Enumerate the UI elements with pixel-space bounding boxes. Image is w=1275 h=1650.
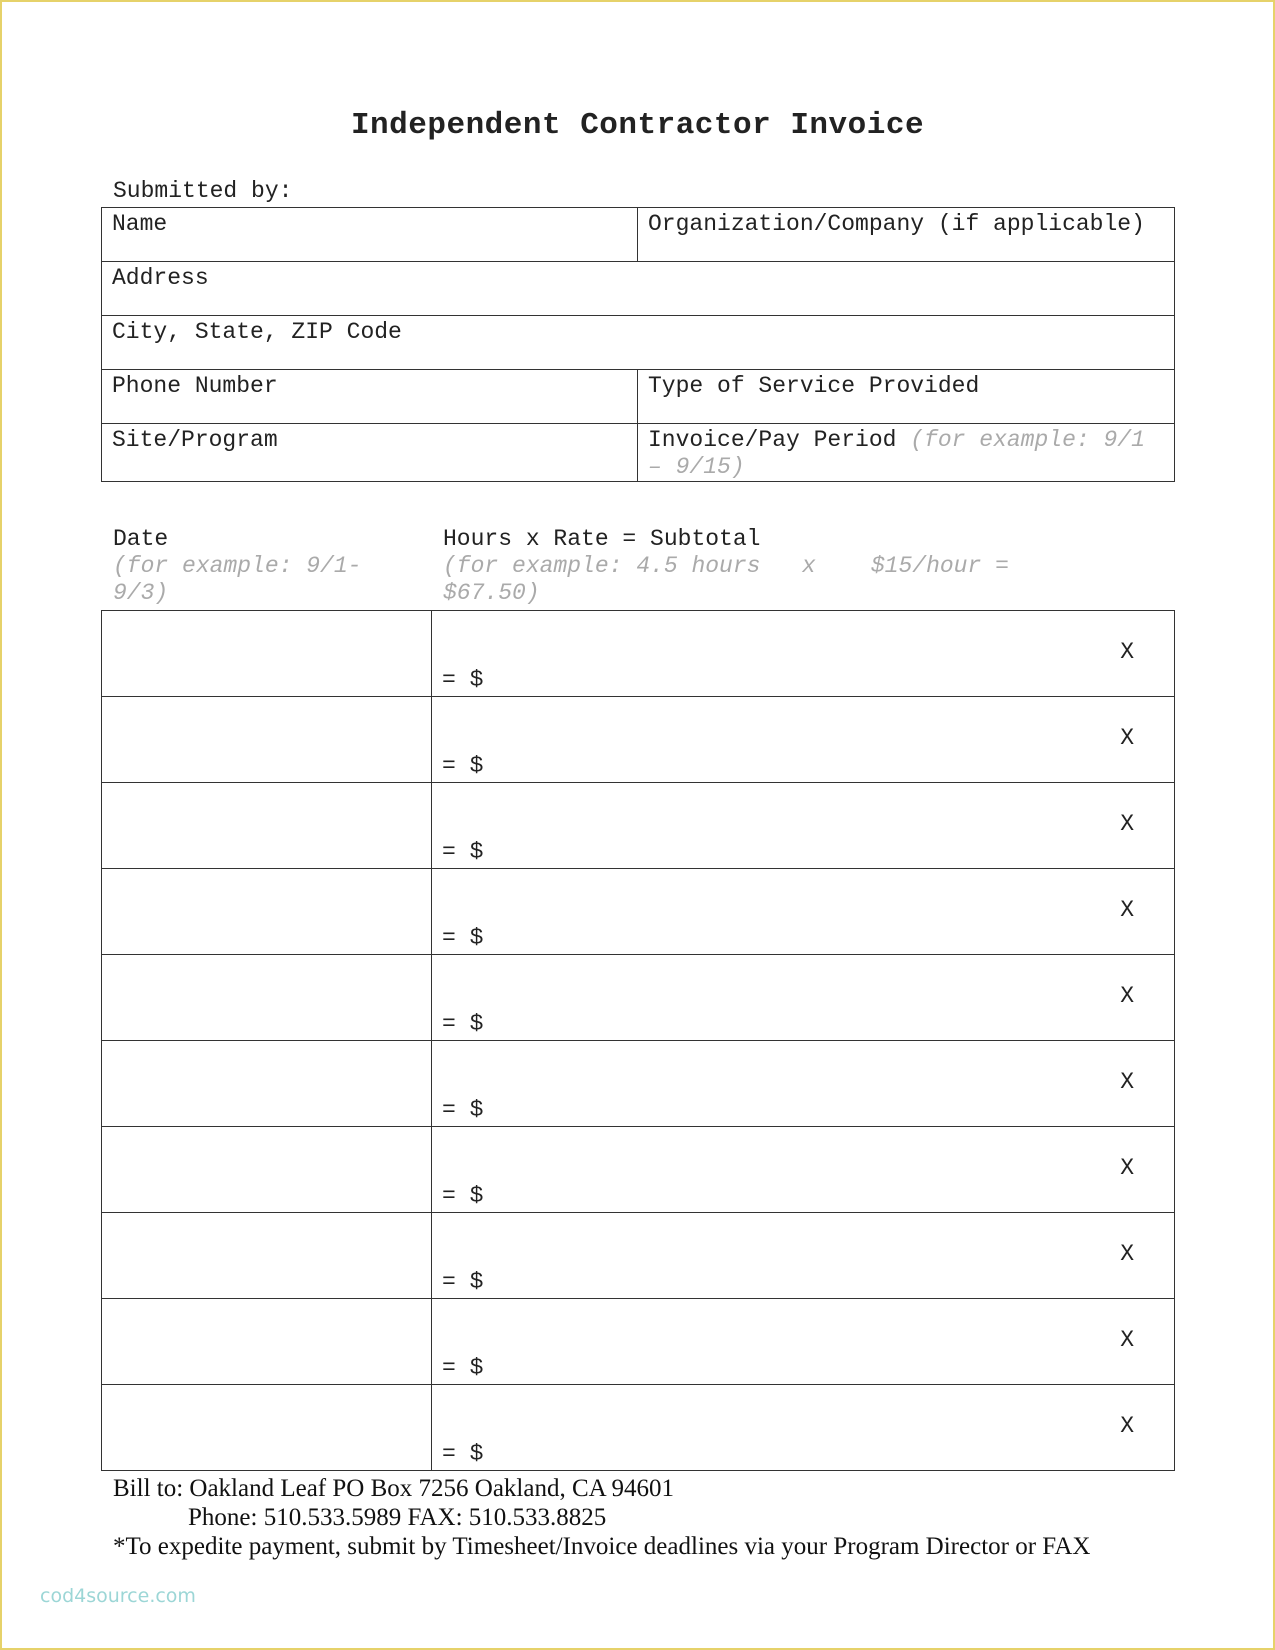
- entry-subtotal-cell[interactable]: [432, 869, 1175, 955]
- city-state-zip-field[interactable]: [102, 316, 1175, 370]
- entry-date-cell[interactable]: [102, 869, 432, 955]
- address-field[interactable]: [102, 262, 1175, 316]
- subtotal-equals-mark: = $: [442, 1269, 484, 1295]
- entry-date-cell[interactable]: [102, 697, 432, 783]
- pay-period-label: Invoice/Pay Period: [648, 427, 897, 453]
- entry-row: [102, 611, 1175, 697]
- entry-subtotal-cell[interactable]: [432, 611, 1175, 697]
- payment-note: *To expedite payment, submit by Timesheet/Invoice deadlines via your Program Director or FAX: [113, 1533, 1091, 1560]
- watermark: cod4source.com: [40, 1585, 196, 1607]
- entry-row: [102, 1299, 1175, 1385]
- entry-row: [102, 1041, 1175, 1127]
- multiply-mark: X: [1120, 1069, 1134, 1095]
- organization-label: Organization/Company (if applicable): [648, 211, 1145, 237]
- entry-subtotal-cell[interactable]: [432, 783, 1175, 869]
- date-column-label: Date: [113, 526, 169, 552]
- multiply-mark: X: [1120, 1241, 1134, 1267]
- pay-period-field[interactable]: [638, 424, 1175, 482]
- phone-field[interactable]: [102, 370, 638, 424]
- contractor-info-table: [101, 207, 1175, 482]
- multiply-mark: X: [1120, 725, 1134, 751]
- entry-row: [102, 1213, 1175, 1299]
- entry-date-cell[interactable]: [102, 1213, 432, 1299]
- entry-date-cell[interactable]: [102, 1299, 432, 1385]
- subtotal-equals-mark: = $: [442, 753, 484, 779]
- entry-subtotal-cell[interactable]: [432, 955, 1175, 1041]
- entry-row: [102, 783, 1175, 869]
- multiply-mark: X: [1120, 639, 1134, 665]
- hours-column-header: [443, 526, 1063, 607]
- entry-subtotal-cell[interactable]: [432, 1385, 1175, 1471]
- subtotal-equals-mark: = $: [442, 925, 484, 951]
- entry-subtotal-cell[interactable]: [432, 1213, 1175, 1299]
- entry-row: [102, 869, 1175, 955]
- phone-fax-line: Phone: 510.533.5989 FAX: 510.533.8825: [188, 1504, 607, 1531]
- city-state-zip-label: City, State, ZIP Code: [112, 319, 402, 345]
- subtotal-equals-mark: = $: [442, 1441, 484, 1467]
- invoice-title: Independent Contractor Invoice: [350, 108, 925, 143]
- site-program-field[interactable]: [102, 424, 638, 482]
- multiply-mark: X: [1120, 1327, 1134, 1353]
- entry-date-cell[interactable]: [102, 611, 432, 697]
- multiply-mark: X: [1120, 811, 1134, 837]
- entry-row: [102, 1385, 1175, 1471]
- entry-subtotal-cell[interactable]: [432, 1127, 1175, 1213]
- subtotal-equals-mark: = $: [442, 1011, 484, 1037]
- entry-subtotal-cell[interactable]: [432, 1299, 1175, 1385]
- subtotal-equals-mark: = $: [442, 839, 484, 865]
- hours-column-label: Hours x Rate = Subtotal: [443, 526, 761, 552]
- bill-to-line: Bill to: Oakland Leaf PO Box 7256 Oakland, CA 94601: [113, 1475, 675, 1502]
- date-column-header: [113, 526, 403, 607]
- name-label: Name: [112, 211, 168, 237]
- entry-subtotal-cell[interactable]: [432, 1041, 1175, 1127]
- subtotal-equals-mark: = $: [442, 1355, 484, 1381]
- subtotal-equals-mark: = $: [442, 1183, 484, 1209]
- date-column-hint: (for example: 9/1-9/3): [113, 553, 362, 606]
- name-field[interactable]: [102, 208, 638, 262]
- organization-field[interactable]: [638, 208, 1175, 262]
- pay-period-hint: (for example: 9/1 – 9/15): [648, 427, 1145, 480]
- site-program-label: Site/Program: [112, 427, 278, 453]
- entry-date-cell[interactable]: [102, 955, 432, 1041]
- multiply-mark: X: [1120, 983, 1134, 1009]
- subtotal-equals-mark: = $: [442, 1097, 484, 1123]
- address-label: Address: [112, 265, 209, 291]
- entry-date-cell[interactable]: [102, 1385, 432, 1471]
- time-entries-table: [101, 610, 1175, 1471]
- phone-label: Phone Number: [112, 373, 278, 399]
- entry-date-cell[interactable]: [102, 783, 432, 869]
- hours-column-hint: (for example: 4.5 hours x $15/hour = $67.50): [443, 553, 1023, 606]
- subtotal-equals-mark: = $: [442, 667, 484, 693]
- submitted-by-label: Submitted by:: [113, 178, 293, 204]
- service-type-label: Type of Service Provided: [648, 373, 980, 399]
- entry-row: [102, 697, 1175, 783]
- multiply-mark: X: [1120, 1155, 1134, 1181]
- service-type-field[interactable]: [638, 370, 1175, 424]
- multiply-mark: X: [1120, 1413, 1134, 1439]
- entry-row: [102, 955, 1175, 1041]
- entry-subtotal-cell[interactable]: [432, 697, 1175, 783]
- entry-date-cell[interactable]: [102, 1127, 432, 1213]
- multiply-mark: X: [1120, 897, 1134, 923]
- entry-row: [102, 1127, 1175, 1213]
- entry-date-cell[interactable]: [102, 1041, 432, 1127]
